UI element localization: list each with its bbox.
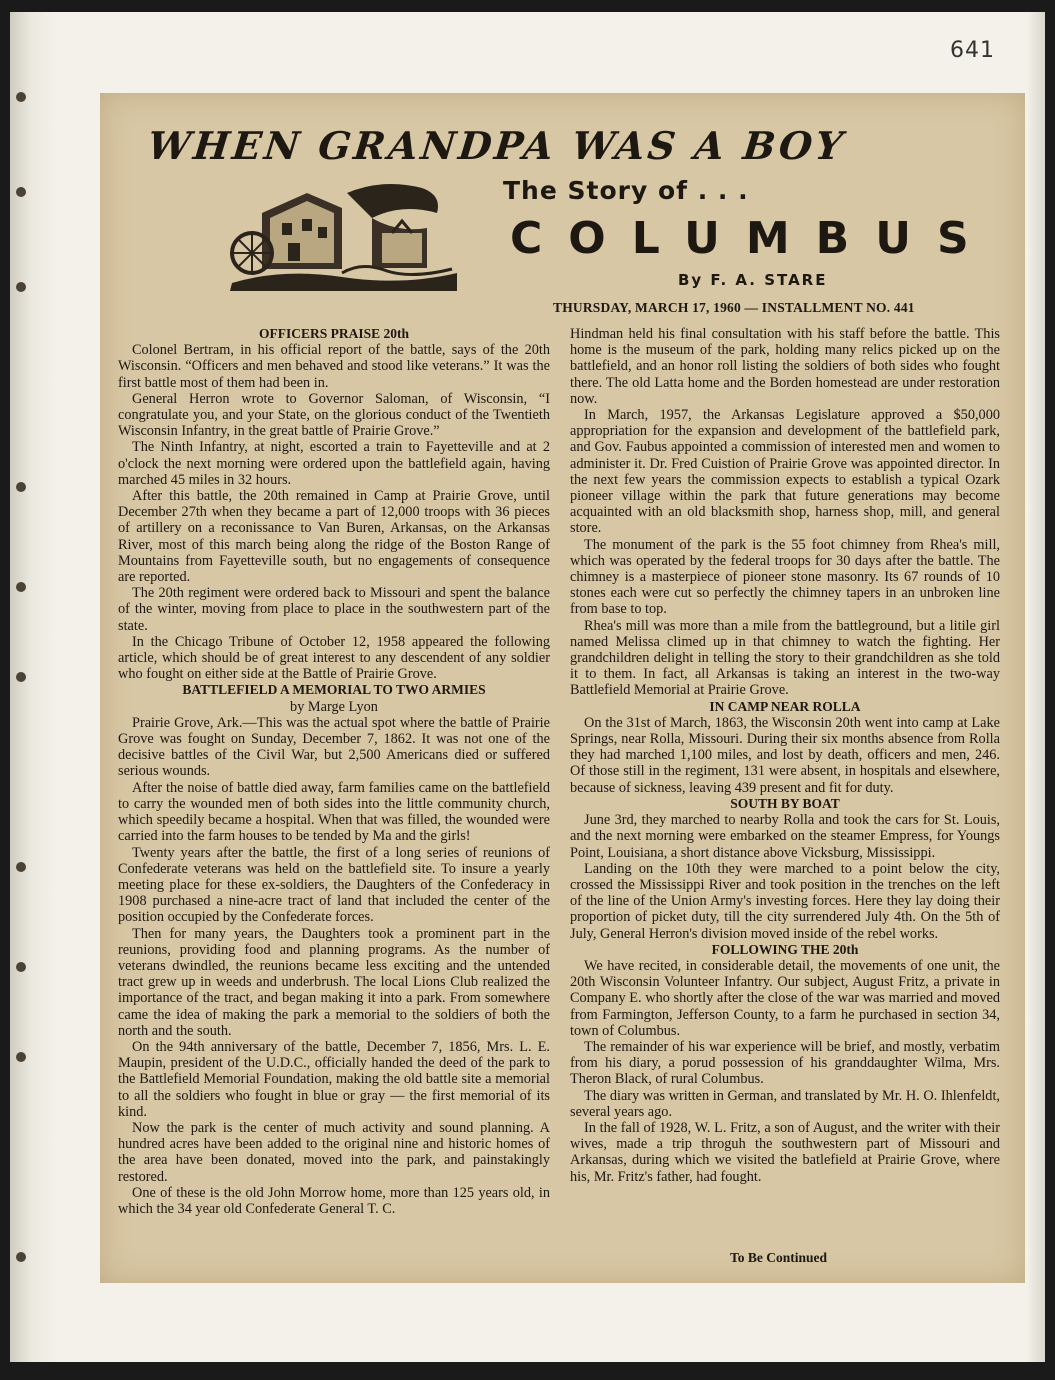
binding-hole (16, 582, 26, 592)
paragraph: One of these is the old John Morrow home, more than 125 years old, in which the 34 year old Confederate General T. C. (118, 1184, 550, 1217)
paragraph: The diary was written in German, and translated by Mr. H. O. Ihlenfeldt, several years ago. (570, 1087, 1000, 1120)
right-column (570, 326, 1000, 1185)
mill-illustration (222, 173, 462, 293)
section-heading: FOLLOWING THE 20th (711, 941, 859, 957)
binding-hole (16, 282, 26, 292)
paragraph: In the fall of 1928, W. L. Fritz, a son of August, and the writer with their wives, made a trip throguh the southwestern part of Missouri and Arkansas, during which we visited the batlefield at Prairie Grove, where his, Mr. Fritz's father, had fought. (570, 1119, 1000, 1185)
binding-hole (16, 1052, 26, 1062)
paragraph: June 3rd, they marched to nearby Rolla and took the cars for St. Louis, and the next morning were embarked on the steamer Empress, for Youngs Point, Louisiana, a short distance above Vicksburg, Mississippi. (570, 812, 1000, 861)
paragraph: The 20th regiment were ordered back to Missouri and spent the balance of the winter, moving from place to place in the southwestern part of the state. (118, 585, 550, 634)
paragraph: Landing on the 10th they were marched to a point below the city, crossed the Mississippi River and took position in the trenches on the left of the line of the Union Army's investing forces. Here they lay doing their proportion of picket duty, till the city surrendered July 4th. On the 5th of July, General Herron's division moved inside of the rebel works. (570, 860, 1000, 942)
paragraph: The remainder of his war experience will be brief, and mostly, verbatim from his diary, a porud possession of his granddaughter Wilma, Mrs. Theron Black, of rural Columbus. (570, 1038, 1000, 1088)
paragraph: We have recited, in considerable detail, the movements of one unit, the 20th Wisconsin Volunteer Infantry. Our subject, August Fritz, a private in Company E. who shortly after the close of the war was married and moved from Farmington, Jefferson County, to a farm he purchased in section 34, town of Columbus. (570, 957, 1000, 1039)
series-title: COLUMBUS (510, 213, 995, 264)
binding-hole (16, 962, 26, 972)
paragraph: Prairie Grove, Ark.—This was the actual spot where the battle of Prairie Grove was fought on Sunday, December 7, 1862. It was not one of the decisive battles of the Civil War, but 2,500 Americans died or suffered serious wounds. (118, 714, 550, 780)
section-heading: SOUTH BY BOAT (730, 795, 840, 811)
article-author: by Marge Lyon (290, 698, 378, 715)
page-number: 641 (950, 38, 995, 63)
byline: By F. A. STARE (678, 271, 828, 289)
binding-hole (16, 187, 26, 197)
paragraph: Rhea's mill was more than a mile from the battleground, but a litile girl named Melissa climed up in that chimney to watch the fighting. Her grandchildren delight in telling the story to their grandchildren as she told it to them. In fact, all Arkansas is taking an interest in the two-way Battlefield Memorial at Prairie Grove. (570, 617, 1000, 699)
binding-hole (16, 92, 26, 102)
binding-hole (16, 672, 26, 682)
paragraph: The monument of the park is the 55 foot chimney from Rhea's mill, which was operated by the federal troops for 30 days after the battle. The chimney is a masterpiece of pioneer stone masonry. Its 67 rounds of 10 stones each were cut so perfectly the chimney tapers in an unbroken line from base to top. (570, 536, 1000, 618)
paragraph: In the Chicago Tribune of October 12, 1958 appeared the following article, which should be of great interest to any descendent of any soldier who fought on either side at the Battle of Prairie Grove. (118, 633, 550, 683)
paragraph: After the noise of battle died away, farm families came on the battlefield to carry the wounded men of both sides into the little community church, which speedily became a hospital. When that was filled, the wounded were carried into the farm houses to be tended by Ma and the girls! (118, 779, 550, 845)
paragraph: Now the park is the center of much activity and sound planning. A hundred acres have been added to the original nine and historic homes of the area have been donated, moved into the park, and painstakingly restored. (118, 1119, 550, 1185)
paragraph: On the 94th anniversary of the battle, December 7, 1856, Mrs. L. E. Maupin, president of the U.D.C., officially handed the deed of the park to the Battlefield Memorial Foundation, making the old battle site a memorial to all the soldiers who fought in blue or gray — the first memorial of its kind. (118, 1038, 550, 1120)
binding-hole (16, 862, 26, 872)
left-column (118, 326, 550, 1217)
paragraph: Hindman held his final consultation with his staff before the battle. This home is the museum of the park, holding many relics picked up on the battlefield, and an honor roll listing the soldiers of both sides who fought there. The old Latta home and the Borden homestead are under restoration now. (570, 326, 1000, 407)
newspaper-clipping (100, 93, 1025, 1283)
paragraph: Then for many years, the Daughters took a prominent part in the reunions, providing food and planning programs. As the number of veterans dwindled, the reunions became less exciting and the untended tract grew up in weeds and underbrush. The local Lions Club realized the importance of the tract, and began making it into a park. From somewhere came the idea of making the park a memorial to the soldiers of both the north and the south. (118, 925, 550, 1039)
paragraph: After this battle, the 20th remained in Camp at Prairie Grove, until December 27th when they became a part of 12,000 troops with 36 pieces of artillery on a reconissance to Van Buren, Arkansas, on the Arkansas River, most of this march being along the ridge of the Boston Range of Mountains from Fayetteville south, but no engagements of consequence are reported. (118, 488, 550, 586)
paragraph: On the 31st of March, 1863, the Wisconsin 20th went into camp at Lake Springs, near Rolla, Missouri. During their six months absence from Rolla they had marched 1,100 miles, and lost by death, officers and men, 246. Of those still in the regiment, 131 were absent, in hospitals and elsewhere, because of sickness, leaving 439 present and fit for duty. (570, 714, 1000, 796)
binding-hole (16, 482, 26, 492)
binding-hole (16, 1252, 26, 1262)
page-edge (1027, 12, 1045, 1362)
section-heading: OFFICERS PRAISE 20th (258, 326, 410, 341)
dateline: THURSDAY, MARCH 17, 1960 — INSTALLMENT NO. 441 (553, 300, 915, 315)
paragraph: General Herron wrote to Governor Saloman, of Wisconsin, “I congratulate you, and your State, on the glorious conduct of the Twentieth Wisconsin Infantry, in the great battle of Prairie Grove.” (118, 390, 550, 440)
section-heading: BATTLEFIELD A MEMORIAL TO TWO ARMIES (182, 682, 486, 698)
subtitle: The Story of . . . (503, 176, 749, 205)
paragraph: The Ninth Infantry, at night, escorted a train to Fayetteville and at 2 o'clock the next morning were ordered upon the battlefield again, having marched 45 miles in 32 hours. (118, 439, 550, 488)
paragraph: In March, 1957, the Arkansas Legislature approved a $50,000 appropriation for the expansion and development of the battlefield park, and Gov. Faubus appointed a commission of interested men and women to administer it. Dr. Fred Cuistion of Prairie Grove was appointed director. In the next few years the commission expects to establish a typical Ozark pioneer village within the park that future generations may become acquainted with an old blacksmith shop, harness shop, mill, and general store. (570, 407, 1000, 537)
album-spine (10, 12, 56, 1362)
paragraph: Colonel Bertram, in his official report of the battle, says of the 20th Wisconsin. “Officers and men behaved and stood like veterans.” It was the first battle most of them had been in. (118, 342, 550, 391)
column-headline: WHEN GRANDPA WAS A BOY (145, 123, 848, 168)
section-heading: IN CAMP NEAR ROLLA (709, 698, 861, 714)
paragraph: Twenty years after the battle, the first of a long series of reunions of Confederate veterans was held on the battlefield site. To insure a yearly meeting place for these ex-soldiers, the Daughters of the Confederacy in 1908 purchased a nine-acre tract of land that included the center of the position occupied by the Confederate forces. (118, 844, 550, 926)
to-be-continued: To Be Continued (730, 1250, 828, 1265)
